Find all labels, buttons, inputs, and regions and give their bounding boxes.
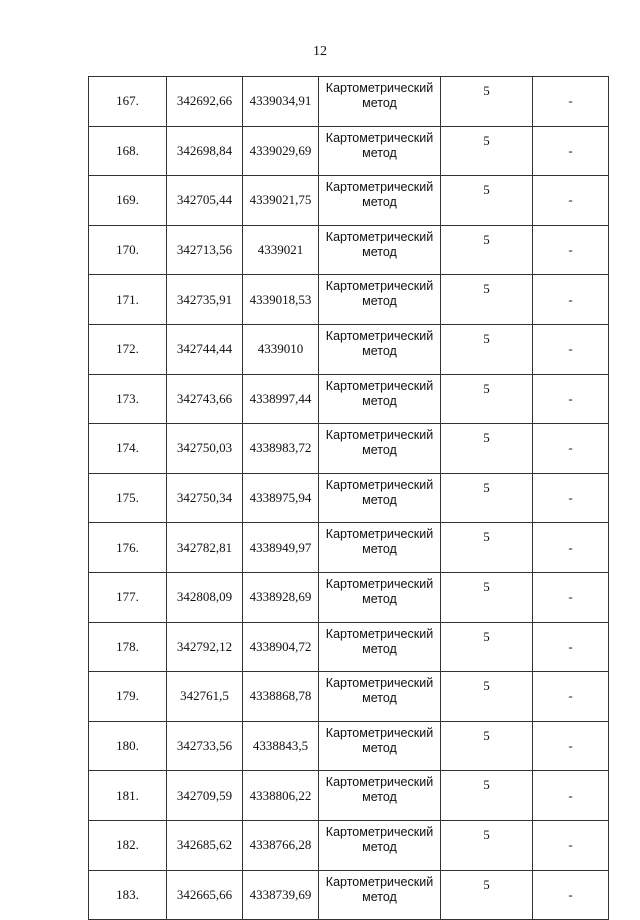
point-number-cell: 169. [89,176,167,226]
table-row [89,473,609,523]
note-cell: - [533,126,609,176]
table-row [89,126,609,176]
table-row [89,424,609,474]
x-coordinate-cell: 342750,34 [167,473,243,523]
point-number-cell: 171. [89,275,167,325]
accuracy-cell: 5 [441,275,533,325]
y-coordinate-cell: 4339029,69 [243,126,319,176]
method-cell: Картометрический метод [319,572,441,622]
note-cell: - [533,771,609,821]
method-cell: Картометрический метод [319,672,441,722]
point-number-cell: 174. [89,424,167,474]
note-cell: - [533,77,609,127]
point-number-cell: 182. [89,820,167,870]
method-cell: Картометрический метод [319,473,441,523]
point-number-cell: 167. [89,77,167,127]
accuracy-cell: 5 [441,771,533,821]
accuracy-cell: 5 [441,126,533,176]
accuracy-cell: 5 [441,870,533,920]
coordinates-table-body [89,77,609,920]
note-cell: - [533,523,609,573]
method-cell: Картометрический метод [319,721,441,771]
y-coordinate-cell: 4338975,94 [243,473,319,523]
point-number-cell: 168. [89,126,167,176]
accuracy-cell: 5 [441,622,533,672]
x-coordinate-cell: 342733,56 [167,721,243,771]
x-coordinate-cell: 342665,66 [167,870,243,920]
y-coordinate-cell: 4339010 [243,324,319,374]
method-cell: Картометрический метод [319,275,441,325]
y-coordinate-cell: 4339034,91 [243,77,319,127]
accuracy-cell: 5 [441,225,533,275]
point-number-cell: 176. [89,523,167,573]
y-coordinate-cell: 4338904,72 [243,622,319,672]
table-row [89,771,609,821]
method-cell: Картометрический метод [319,374,441,424]
coordinates-table [88,76,609,920]
x-coordinate-cell: 342750,03 [167,424,243,474]
note-cell: - [533,225,609,275]
y-coordinate-cell: 4338983,72 [243,424,319,474]
y-coordinate-cell: 4338739,69 [243,870,319,920]
note-cell: - [533,324,609,374]
x-coordinate-cell: 342744,44 [167,324,243,374]
point-number-cell: 178. [89,622,167,672]
x-coordinate-cell: 342709,59 [167,771,243,821]
accuracy-cell: 5 [441,473,533,523]
method-cell: Картометрический метод [319,324,441,374]
point-number-cell: 173. [89,374,167,424]
point-number-cell: 177. [89,572,167,622]
accuracy-cell: 5 [441,572,533,622]
y-coordinate-cell: 4339021 [243,225,319,275]
method-cell: Картометрический метод [319,820,441,870]
accuracy-cell: 5 [441,721,533,771]
x-coordinate-cell: 342685,62 [167,820,243,870]
point-number-cell: 175. [89,473,167,523]
note-cell: - [533,820,609,870]
point-number-cell: 183. [89,870,167,920]
note-cell: - [533,176,609,226]
accuracy-cell: 5 [441,820,533,870]
y-coordinate-cell: 4338843,5 [243,721,319,771]
x-coordinate-cell: 342698,84 [167,126,243,176]
accuracy-cell: 5 [441,523,533,573]
note-cell: - [533,721,609,771]
note-cell: - [533,275,609,325]
method-cell: Картометрический метод [319,622,441,672]
method-cell: Картометрический метод [319,771,441,821]
table-row [89,225,609,275]
point-number-cell: 180. [89,721,167,771]
method-cell: Картометрический метод [319,77,441,127]
x-coordinate-cell: 342808,09 [167,572,243,622]
x-coordinate-cell: 342761,5 [167,672,243,722]
x-coordinate-cell: 342713,56 [167,225,243,275]
method-cell: Картометрический метод [319,126,441,176]
x-coordinate-cell: 342792,12 [167,622,243,672]
table-row [89,721,609,771]
note-cell: - [533,622,609,672]
method-cell: Картометрический метод [319,225,441,275]
y-coordinate-cell: 4339018,53 [243,275,319,325]
accuracy-cell: 5 [441,424,533,474]
x-coordinate-cell: 342782,81 [167,523,243,573]
x-coordinate-cell: 342743,66 [167,374,243,424]
note-cell: - [533,572,609,622]
x-coordinate-cell: 342705,44 [167,176,243,226]
table-row [89,374,609,424]
point-number-cell: 181. [89,771,167,821]
point-number-cell: 172. [89,324,167,374]
table-row [89,324,609,374]
note-cell: - [533,473,609,523]
y-coordinate-cell: 4338997,44 [243,374,319,424]
accuracy-cell: 5 [441,374,533,424]
y-coordinate-cell: 4338928,69 [243,572,319,622]
point-number-cell: 170. [89,225,167,275]
table-row [89,176,609,226]
page-number: 12 [313,44,327,59]
method-cell: Картометрический метод [319,176,441,226]
method-cell: Картометрический метод [319,523,441,573]
table-row [89,672,609,722]
accuracy-cell: 5 [441,176,533,226]
table-row [89,870,609,920]
x-coordinate-cell: 342735,91 [167,275,243,325]
y-coordinate-cell: 4338806,22 [243,771,319,821]
y-coordinate-cell: 4338949,97 [243,523,319,573]
y-coordinate-cell: 4338766,28 [243,820,319,870]
note-cell: - [533,672,609,722]
table-row [89,523,609,573]
x-coordinate-cell: 342692,66 [167,77,243,127]
table-row [89,275,609,325]
method-cell: Картометрический метод [319,870,441,920]
method-cell: Картометрический метод [319,424,441,474]
accuracy-cell: 5 [441,672,533,722]
accuracy-cell: 5 [441,324,533,374]
table-row [89,820,609,870]
note-cell: - [533,870,609,920]
note-cell: - [533,424,609,474]
table-row [89,622,609,672]
y-coordinate-cell: 4338868,78 [243,672,319,722]
point-number-cell: 179. [89,672,167,722]
table-row [89,77,609,127]
note-cell: - [533,374,609,424]
y-coordinate-cell: 4339021,75 [243,176,319,226]
table-row [89,572,609,622]
accuracy-cell: 5 [441,77,533,127]
